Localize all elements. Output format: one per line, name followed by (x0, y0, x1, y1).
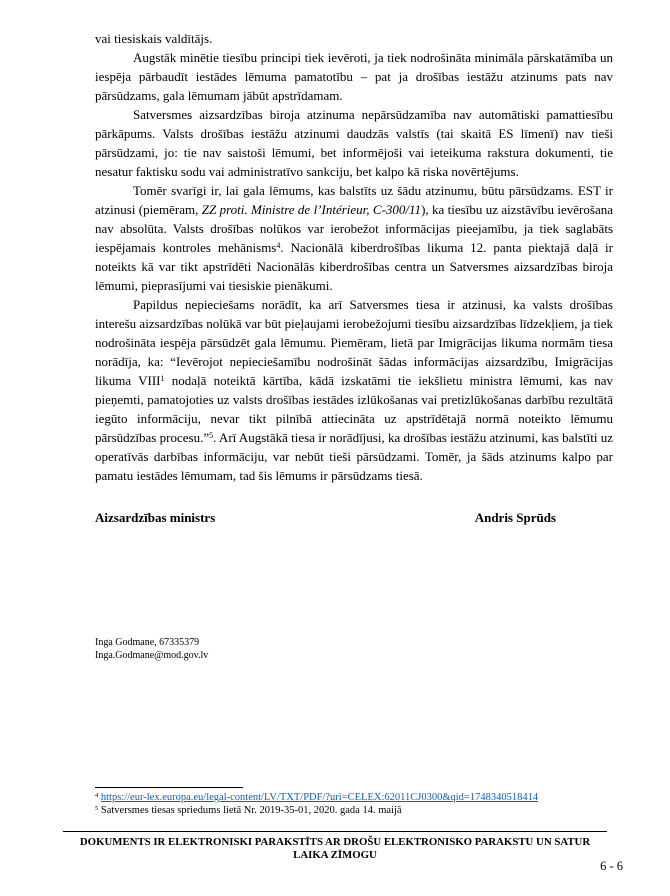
footnotes-section (95, 787, 613, 817)
document-body (95, 29, 613, 662)
paragraph (95, 181, 613, 295)
footnote-4 (95, 791, 613, 804)
paragraph (95, 295, 613, 485)
footnote-marker-5: 5 (95, 805, 99, 813)
contact-name-phone: Inga Godmane, 67335379 (95, 637, 200, 648)
footnote-5 (95, 804, 613, 817)
page-number: 6 - 6 (600, 859, 623, 873)
text-segment: ), ka tiesību uz aizstāvību ievērošana nav absolūta. Valsts drošības nolūkos var ierobežot informācijas pieejamību, ja tiek saglabāts iespējamais kontroles mehānisms (95, 202, 613, 255)
page-footer (63, 831, 607, 862)
signature-block (95, 508, 613, 527)
footnote-marker-4: 4 (95, 792, 99, 800)
signatory-name: Andris Sprūds (474, 510, 556, 525)
footnote-text: Satversmes tiesas spriedums lietā Nr. 2019-35-01, 2020. gada 14. maijā (100, 805, 402, 816)
text-segment: Papildus nepieciešams norādīt, ka arī Satversmes tiesa ir atzinusi, ka valsts drošības interešu aizsardzības nolūkā var būt pieļaujami ierobežojumi tiesību aizsardzības līdzekļiem, ja tiek nodrošināta iespēja pārsūdzēt gala lēmumu. Piemēram, lietā par Imigrācijas likuma normām tiesa norādīja, ka: “Ievērojot nepieciešamību nodrošināt šādas informācijas aizsardzību, Imigrācijas likuma VIII (95, 297, 613, 388)
text-segment: Tomēr svarīgi ir, lai gala lēmums, kas balstīts uz šādu atzinumu, būtu pārsūdzams. EST ir atzinusi (piemēram, (95, 183, 613, 217)
paragraph-continuation: vai tiesiskais valdītājs. (95, 31, 213, 46)
electronic-signature-statement-line2: LAIKA ZĪMOGU (293, 849, 377, 861)
footnote-ref-4[interactable]: 4 (276, 241, 281, 251)
text-segment: nodaļā noteiktā kārtība, kādā izskatāmi tie iekšlietu ministra lēmumi, kas nav pieņemti, pamatojoties uz valsts drošības iestādes izlūkošanas vai pretizlūkošanas darbību rezultātā iegūto informāciju, nevar tikt pilnībā attiecināta uz apstrīdētajā normā noteikto lēmumu pārsūdzības procesu.” (95, 373, 613, 445)
case-citation: ZZ proti. Ministre de l’Intérieur, C-300/11 (201, 202, 422, 217)
footnote-ref-5[interactable]: 5 (209, 431, 214, 441)
signatory-title: Aizsardzības ministrs (95, 510, 216, 525)
text-segment: . Arī Augstākā tiesa ir norādījusi, ka drošības iestāžu atzinumi, kas balstīti uz operatīvās darbības informāciju, var nebūt tieši pārsūdzami. Tomēr, ja šāds atzinums kalpo par pamatu iestādes lēmumam, tad šis lēmums ir pārsūdzams tiesā. (95, 430, 613, 483)
contact-info (95, 637, 613, 662)
paragraph: Satversmes aizsardzības biroja atzinuma nepārsūdzamība nav automātiski pamattiesību pārkāpums. Valsts drošības iestāžu atzinumi daudzās valstīs (tai skaitā ES līmenī) nav tieši pārsūdzami, jo: tie nav saistoši lēmumi, bet informējoši vai ieteikuma rakstura dokumenti, tie nesatur faktisku sodu vai administratīvo sankciju, bet kalpo kā riska novērtējums. (95, 107, 613, 179)
electronic-signature-statement-line1: DOKUMENTS IR ELEKTRONISKI PARAKSTĪTS AR DROŠU ELEKTRONISKO PARAKSTU UN SATUR (79, 836, 591, 848)
contact-email: Inga.Godmane@mod.gov.lv (95, 649, 209, 661)
text-segment: . Nacionālā kiberdrošības likuma 12. panta piektajā daļā ir noteikts kā var tikt apstrīdēti Nacionālās kiberdrošības centra un Satversmes aizsardzības biroja lēmumi, pieprasījumi vai tiesiskie pienākumi. (95, 240, 613, 293)
superscript-1: 1 (160, 374, 165, 384)
footnote-separator-line (95, 787, 243, 788)
paragraph: Augstāk minētie tiesību principi tiek ievēroti, ja tiek nodrošināta minimāla pārskatāmība un iespēja pārbaudīt iestādes lēmuma pamatotību – pat ja drošības iestāžu atzinums pats nav pārsūdzams, gala lēmumam jābūt apstrīdamam. (95, 50, 613, 103)
footnote-eurlex-link[interactable]: https://eur-lex.europa.eu/legal-content/LV/TXT/PDF/?uri=CELEX:62011CJ0300&qid=1748340518414 (100, 792, 539, 803)
